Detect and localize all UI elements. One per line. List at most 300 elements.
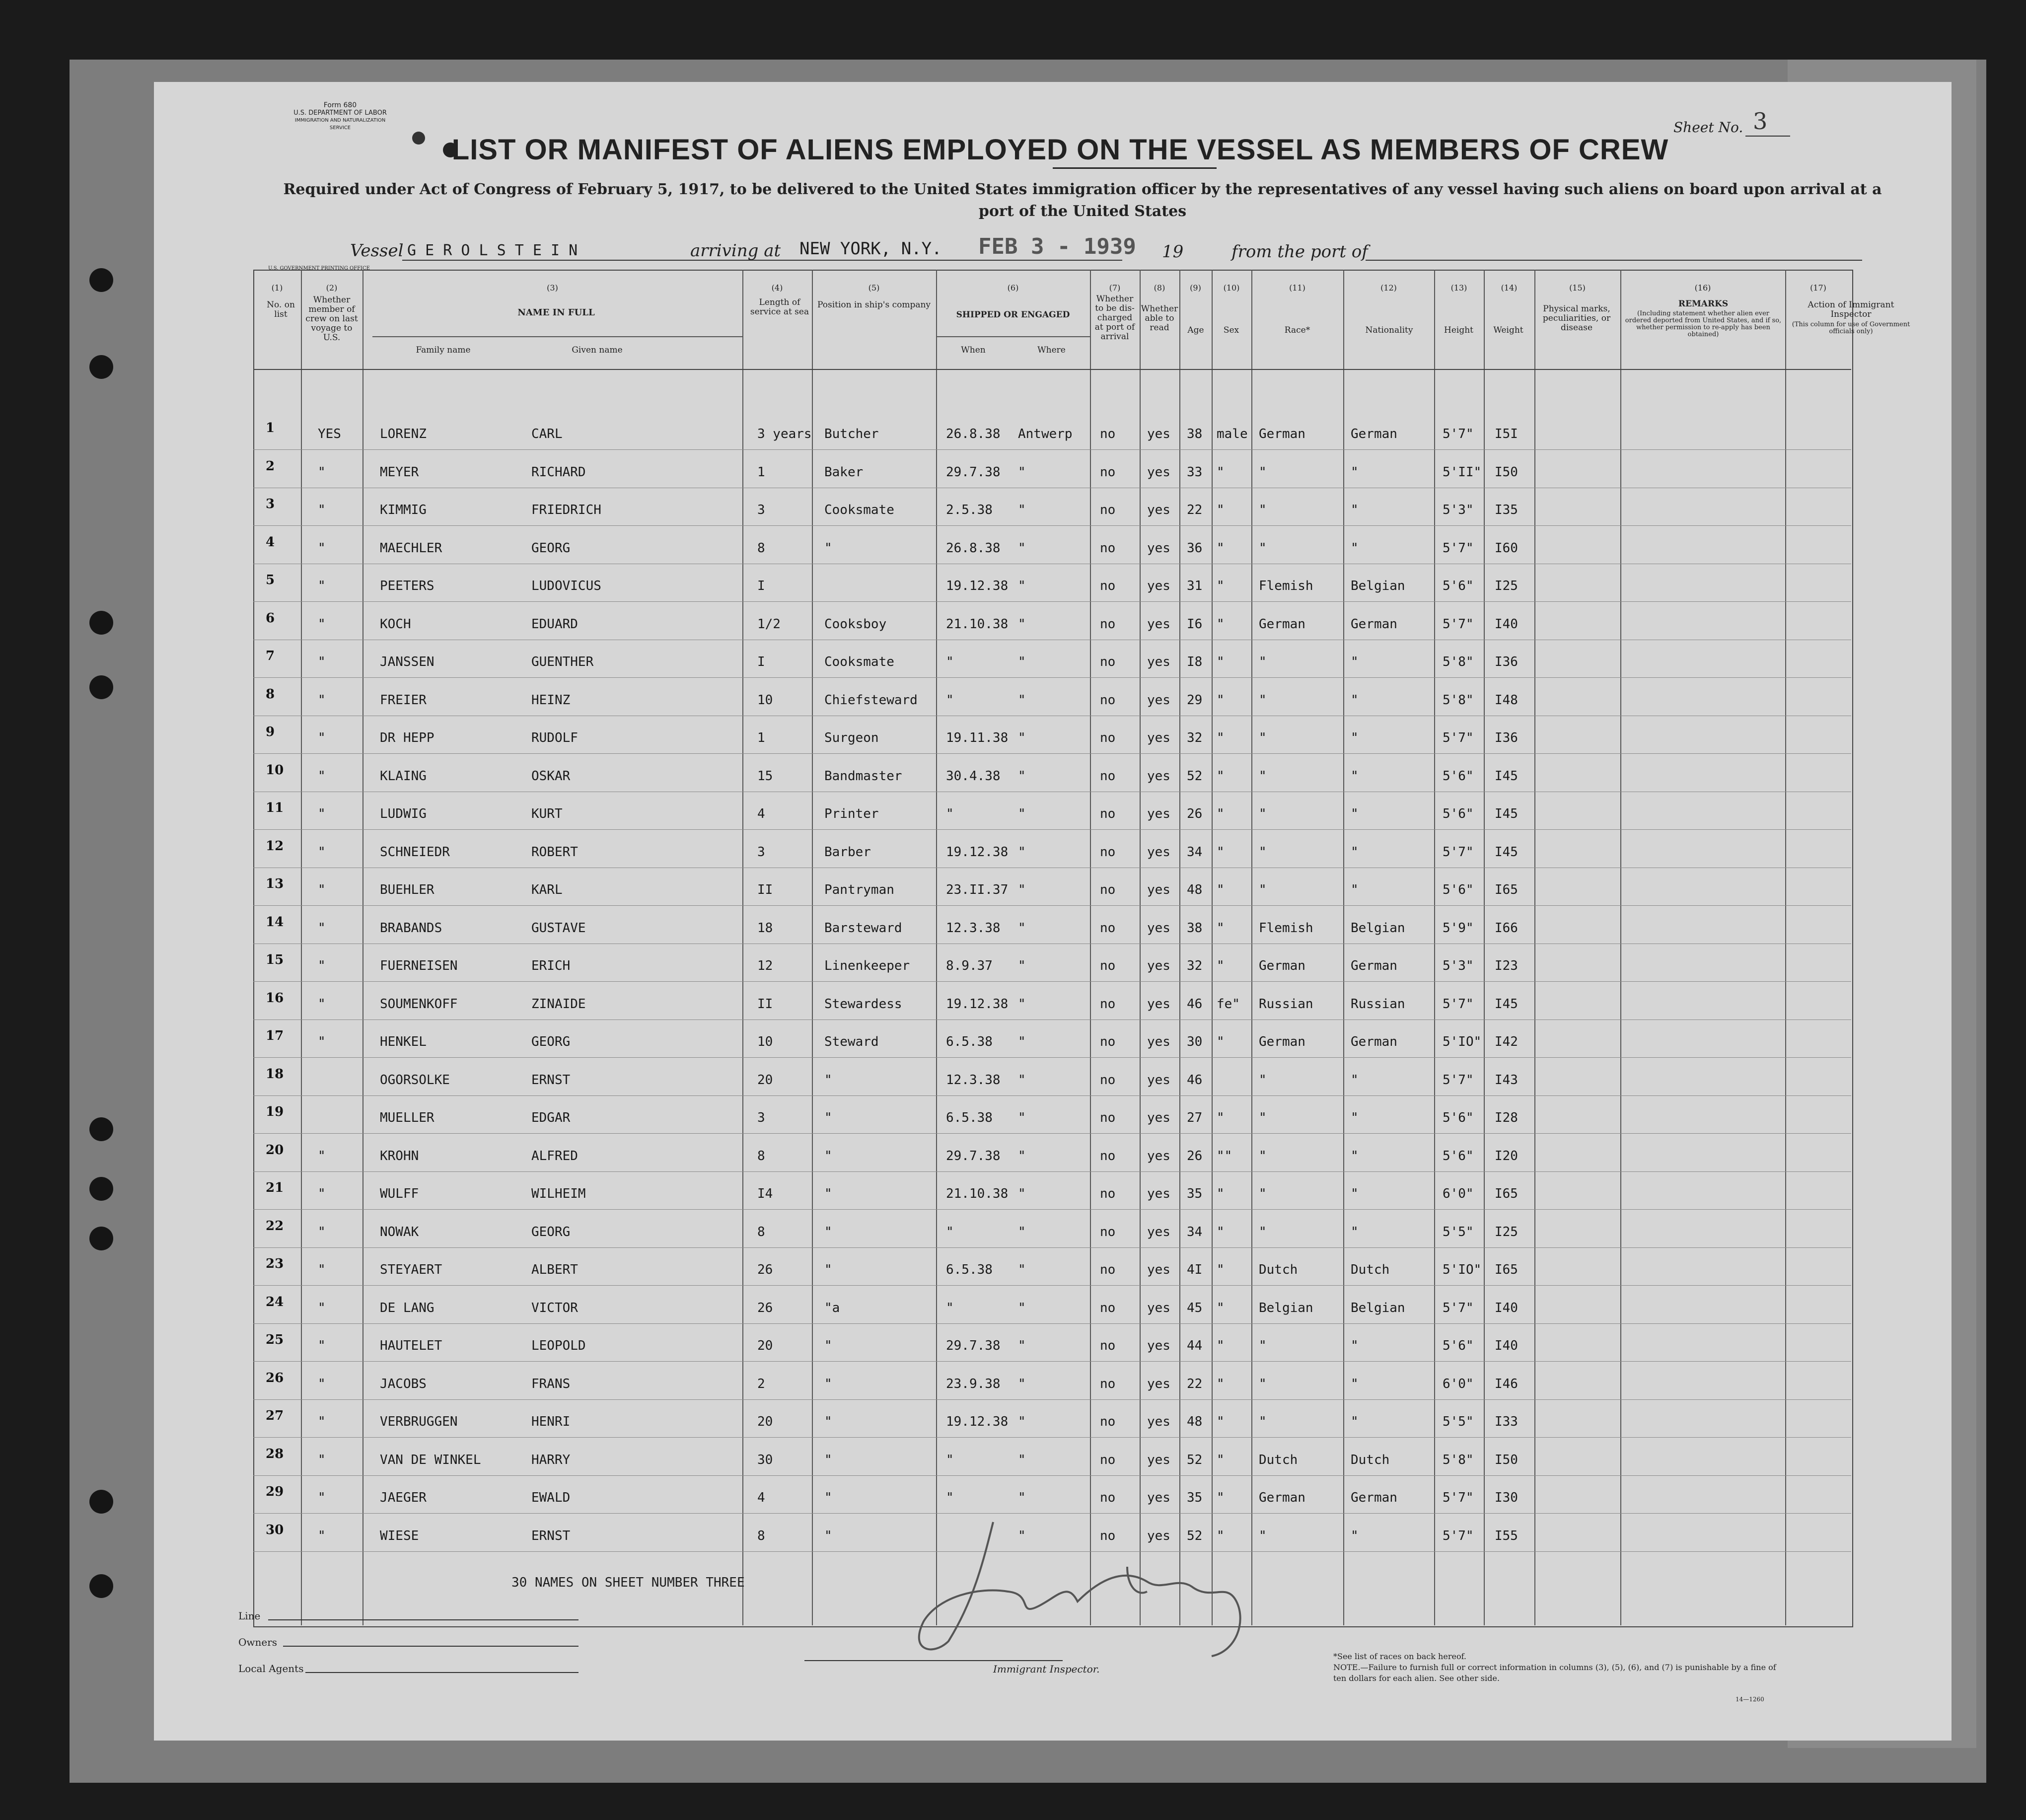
cell-nat: " (1351, 1376, 1359, 1391)
cell-family: PEETERS (380, 579, 434, 593)
from-label: from the port of (1231, 242, 1368, 262)
cell-family: FREIER (380, 692, 427, 708)
cell-age: 31 (1187, 579, 1203, 593)
cell-when: 26.8.38 (946, 540, 1001, 556)
cell-weight: I48 (1495, 692, 1518, 708)
column-number: (7) (1109, 283, 1121, 292)
cell-race: Belgian (1259, 1300, 1313, 1315)
cell-where: " (1018, 996, 1026, 1012)
row-number: 20 (266, 1142, 284, 1158)
row-number: 22 (266, 1218, 284, 1234)
column-number: (3) (547, 283, 558, 292)
column-number: (2) (326, 283, 338, 292)
service: IMMIGRATION AND NATURALIZATION SERVICE (294, 118, 386, 131)
cell-disch: no (1100, 1224, 1116, 1239)
cell-disch: no (1100, 1338, 1116, 1353)
cell-weight: I42 (1495, 1034, 1518, 1049)
row-number: 11 (266, 801, 284, 815)
row-number: 26 (266, 1370, 284, 1385)
column-number: (14) (1501, 283, 1518, 292)
cell-race: " (1259, 806, 1267, 821)
cell-length: 12 (757, 958, 773, 973)
cell-nat: " (1351, 1224, 1359, 1239)
row-rule (253, 1247, 1851, 1248)
cell-age: 4I (1187, 1262, 1203, 1277)
title-underline (1053, 167, 1217, 169)
cell-height: 5'7" (1443, 730, 1474, 745)
cell-weight: I20 (1495, 1148, 1518, 1164)
row-rule (253, 1475, 1851, 1476)
owners-label: Owners (238, 1636, 278, 1648)
cell-height: 5'3" (1443, 503, 1474, 517)
cell-position: Baker (824, 464, 864, 480)
cell-nat: " (1351, 1414, 1359, 1429)
row-number: 1 (266, 421, 275, 436)
cell-weight: I65 (1495, 1262, 1518, 1277)
cell-race: Russian (1259, 996, 1313, 1012)
cell-race: " (1259, 692, 1267, 708)
crew-table (253, 270, 1853, 1627)
cell-read: yes (1147, 730, 1170, 745)
cell-sex: "" (1217, 1148, 1232, 1164)
cell-position: Cooksmate (824, 655, 894, 669)
cell-where: " (1018, 1452, 1026, 1467)
cell-given: EWALD (531, 1490, 571, 1505)
binder-hole-icon (89, 1177, 113, 1201)
cell-age: 35 (1187, 1186, 1203, 1201)
cell-sex: " (1217, 655, 1225, 669)
cell-nat: " (1351, 730, 1359, 745)
cell-where: " (1018, 1376, 1026, 1391)
cell-sex: " (1217, 958, 1225, 973)
row-rule (253, 677, 1851, 678)
cell-position: " (824, 1376, 832, 1391)
cell-sex: " (1217, 768, 1225, 784)
cell-family: KROHN (380, 1148, 419, 1164)
cell-read: yes (1147, 616, 1170, 632)
cell-position: " (824, 1528, 832, 1543)
cell-disch: no (1100, 1414, 1116, 1429)
cell-read: yes (1147, 540, 1170, 556)
cell-given: ALBERT (531, 1262, 578, 1277)
agents-label: Local Agents (238, 1663, 304, 1674)
cell-sex: " (1217, 1110, 1225, 1125)
binder-hole-icon (89, 1117, 113, 1141)
cell-given: GUSTAVE (531, 920, 586, 936)
cell-length: 3 (757, 503, 765, 517)
cell-age: 33 (1187, 464, 1203, 480)
cell-disch: no (1100, 996, 1116, 1012)
cell-race: " (1259, 1224, 1267, 1239)
manifest-page (154, 82, 1952, 1741)
header-height: Height (1444, 325, 1473, 335)
cell-family: LUDWIG (380, 806, 427, 821)
cell-length: I (757, 579, 765, 593)
header-race: Race* (1284, 325, 1310, 335)
cell-height: 5'7" (1443, 540, 1474, 556)
cell-race: Flemish (1259, 579, 1313, 593)
cell-disch: no (1100, 1452, 1116, 1467)
row-rule (253, 1095, 1851, 1096)
cell-length: 10 (757, 1034, 773, 1049)
column-divider (362, 270, 363, 1625)
header-action: Action of Immigrant Inspector (1808, 300, 1894, 319)
cell-height: 5'IO" (1443, 1262, 1482, 1277)
cell-race: German (1259, 1490, 1305, 1505)
cell-sex: " (1217, 1376, 1225, 1391)
cell-nat: " (1351, 768, 1359, 784)
cell-given: LUDOVICUS (531, 579, 601, 593)
header-length-service: Length of service at sea (750, 297, 809, 317)
cell-member: " (318, 806, 326, 821)
cell-height: 5'6" (1443, 768, 1474, 784)
cell-weight: I60 (1495, 540, 1518, 556)
cell-where: " (1018, 655, 1026, 669)
cell-where: " (1018, 1224, 1026, 1239)
cell-family: WIESE (380, 1528, 419, 1543)
binder-hole-icon (89, 675, 113, 699)
cell-where: " (1018, 1414, 1026, 1429)
cell-age: 32 (1187, 958, 1203, 973)
cell-where: " (1018, 1490, 1026, 1505)
cell-age: I6 (1187, 616, 1203, 632)
cell-height: 5'5" (1443, 1224, 1474, 1239)
cell-member: " (318, 1148, 326, 1164)
cell-weight: I45 (1495, 768, 1518, 784)
cell-race: Flemish (1259, 920, 1313, 936)
cell-weight: I65 (1495, 1186, 1518, 1201)
cell-when: 19.12.38 (946, 844, 1009, 860)
cell-when: 19.12.38 (946, 1414, 1009, 1429)
cell-where: " (1018, 1186, 1026, 1201)
column-divider (1140, 270, 1141, 1625)
cell-given: HARRY (531, 1452, 571, 1467)
cell-weight: I66 (1495, 920, 1518, 936)
cell-height: 5'3" (1443, 958, 1474, 973)
cell-sex: " (1217, 1034, 1225, 1049)
inspector-label: Immigrant Inspector. (993, 1663, 1100, 1675)
binder-hole-icon (89, 611, 113, 635)
cell-weight: I25 (1495, 579, 1518, 593)
cell-position: " (824, 1224, 832, 1239)
column-number: (9) (1190, 283, 1201, 292)
cell-sex: " (1217, 844, 1225, 860)
cell-length: 30 (757, 1452, 773, 1467)
row-number: 16 (266, 990, 284, 1006)
cell-where: " (1018, 692, 1026, 708)
cell-length: 26 (757, 1262, 773, 1277)
row-number: 5 (266, 573, 275, 587)
cell-age: 52 (1187, 1528, 1203, 1543)
column-number: (16) (1694, 283, 1711, 292)
cell-disch: no (1100, 958, 1116, 973)
cell-read: yes (1147, 844, 1170, 860)
cell-nat: " (1351, 1110, 1359, 1125)
cell-nat: Belgian (1351, 1300, 1405, 1315)
cell-disch: no (1100, 1186, 1116, 1201)
cell-nat: " (1351, 806, 1359, 821)
cell-position: " (824, 1072, 832, 1088)
header-weight: Weight (1493, 325, 1523, 335)
cell-weight: I35 (1495, 503, 1518, 517)
cell-read: yes (1147, 1186, 1170, 1201)
cell-family: DE LANG (380, 1300, 434, 1315)
cell-member: YES (318, 427, 341, 441)
cell-given: HENRI (531, 1414, 571, 1429)
cell-given: WILHEIM (531, 1186, 586, 1201)
cell-read: yes (1147, 503, 1170, 517)
cell-race: " (1259, 1072, 1267, 1088)
cell-sex: " (1217, 1414, 1225, 1429)
row-number: 18 (266, 1066, 284, 1082)
agents-field (305, 1672, 579, 1673)
column-divider (1251, 270, 1252, 1625)
cell-member: " (318, 996, 326, 1012)
cell-age: I8 (1187, 655, 1203, 669)
cell-where: " (1018, 920, 1026, 936)
column-divider (1785, 270, 1786, 1625)
cell-disch: no (1100, 1528, 1116, 1543)
cell-race: German (1259, 616, 1305, 632)
row-number: 23 (266, 1256, 284, 1271)
cell-height: 5'7" (1443, 1300, 1474, 1315)
cell-race: " (1259, 1186, 1267, 1201)
cell-given: KARL (531, 882, 563, 897)
cell-age: 36 (1187, 540, 1203, 556)
cell-member: " (318, 1338, 326, 1353)
cell-sex: " (1217, 1338, 1225, 1353)
cell-weight: I50 (1495, 464, 1518, 480)
cell-family: JAEGER (380, 1490, 427, 1505)
cell-member: " (318, 844, 326, 860)
cell-read: yes (1147, 1072, 1170, 1088)
cell-position: " (824, 1490, 832, 1505)
cell-where: " (1018, 540, 1026, 556)
cell-family: STEYAERT (380, 1262, 442, 1277)
column-number: (17) (1810, 283, 1826, 292)
cell-when: 21.10.38 (946, 1186, 1009, 1201)
cell-height: 5'IO" (1443, 1034, 1482, 1049)
column-number: (15) (1569, 283, 1586, 292)
cell-read: yes (1147, 882, 1170, 897)
cell-family: FUERNEISEN (380, 958, 458, 973)
cell-nat: German (1351, 1490, 1397, 1505)
cell-age: 30 (1187, 1034, 1203, 1049)
cell-age: 45 (1187, 1300, 1203, 1315)
cell-weight: I5I (1495, 427, 1518, 441)
cell-height: 5'II" (1443, 464, 1482, 480)
header-nationality: Nationality (1365, 325, 1413, 335)
column-number: (10) (1223, 283, 1240, 292)
cell-when: " (946, 655, 954, 669)
cell-length: 15 (757, 768, 773, 784)
cell-length: 20 (757, 1338, 773, 1353)
column-number: (12) (1380, 283, 1397, 292)
cell-when: 19.12.38 (946, 996, 1009, 1012)
names-on-sheet: 30 NAMES ON SHEET NUMBER THREE (511, 1575, 745, 1590)
cell-length: 3 (757, 1110, 765, 1125)
cell-when: 8.9.37 (946, 958, 993, 973)
cell-given: GEORG (531, 1224, 571, 1239)
cell-race: " (1259, 540, 1267, 556)
cell-position: Steward (824, 1034, 879, 1049)
cell-race: German (1259, 1034, 1305, 1049)
cell-position: Stewardess (824, 996, 902, 1012)
cell-nat: Russian (1351, 996, 1405, 1012)
cell-where: " (1018, 806, 1026, 821)
cell-weight: I30 (1495, 1490, 1518, 1505)
cell-race: " (1259, 1110, 1267, 1125)
cell-disch: no (1100, 920, 1116, 936)
cell-nat: German (1351, 427, 1397, 441)
column-number: (11) (1289, 283, 1305, 292)
binder-hole-icon (89, 1490, 113, 1514)
cell-age: 38 (1187, 920, 1203, 936)
cell-where: " (1018, 503, 1026, 517)
header-bottom-rule (253, 369, 1851, 370)
cell-position: " (824, 1110, 832, 1125)
cell-race: " (1259, 844, 1267, 860)
vessel-name: G E R O L S T E I N (407, 242, 578, 259)
cell-age: 46 (1187, 1072, 1203, 1088)
row-rule (253, 525, 1851, 526)
footer-note (1333, 1651, 1780, 1684)
cell-member: " (318, 1528, 326, 1543)
cell-where: " (1018, 464, 1026, 480)
cell-weight: I33 (1495, 1414, 1518, 1429)
cell-height: 5'9" (1443, 920, 1474, 936)
cell-weight: I40 (1495, 616, 1518, 632)
cell-height: 5'6" (1443, 1338, 1474, 1353)
cell-sex: " (1217, 579, 1225, 593)
cell-disch: no (1100, 579, 1116, 593)
cell-family: LORENZ (380, 427, 427, 441)
cell-sex: " (1217, 1300, 1225, 1315)
port-line (795, 260, 1122, 261)
header-shipped: SHIPPED OR ENGAGED (956, 310, 1070, 320)
cell-weight: I45 (1495, 844, 1518, 860)
cell-read: yes (1147, 1528, 1170, 1543)
cell-nat: " (1351, 1338, 1359, 1353)
cell-family: BRABANDS (380, 920, 442, 936)
cell-nat: German (1351, 616, 1397, 632)
cell-member: " (318, 579, 326, 593)
cell-sex: fe" (1217, 996, 1240, 1012)
cell-where: " (1018, 882, 1026, 897)
cell-position: " (824, 540, 832, 556)
cell-age: 22 (1187, 503, 1203, 517)
cell-age: 27 (1187, 1110, 1203, 1125)
inspector-line (804, 1660, 1063, 1661)
row-number: 19 (266, 1104, 284, 1119)
header-sex: Sex (1223, 325, 1239, 335)
cell-nat: " (1351, 1072, 1359, 1088)
cell-read: yes (1147, 1376, 1170, 1391)
cell-read: yes (1147, 655, 1170, 669)
cell-race: " (1259, 1414, 1267, 1429)
cell-member: " (318, 1186, 326, 1201)
form-identifier (286, 102, 395, 132)
cell-family: MEYER (380, 464, 419, 480)
cell-disch: no (1100, 1300, 1116, 1315)
cell-age: 46 (1187, 996, 1203, 1012)
cell-family: MAECHLER (380, 540, 442, 556)
cell-weight: I40 (1495, 1338, 1518, 1353)
cell-nat: Dutch (1351, 1452, 1390, 1467)
column-divider (742, 270, 743, 1625)
cell-where: " (1018, 1148, 1026, 1164)
cell-disch: no (1100, 1376, 1116, 1391)
cell-given: FRIEDRICH (531, 503, 601, 517)
fine-note: NOTE.—Failure to furnish full or correct information in columns (3), (5), (6), and (7) is punishable by a fine of ten dollars for each alien. See other side. (1333, 1663, 1776, 1683)
cell-sex: " (1217, 540, 1225, 556)
cell-disch: no (1100, 464, 1116, 480)
header-where: Where (1037, 345, 1066, 355)
row-number: 9 (266, 725, 275, 739)
cell-position: " (824, 1452, 832, 1467)
cell-member: " (318, 1034, 326, 1049)
cell-race: " (1259, 1376, 1267, 1391)
cell-given: ZINAIDE (531, 996, 586, 1012)
cell-sex: " (1217, 1186, 1225, 1201)
cell-family: VERBRUGGEN (380, 1414, 458, 1429)
binder-hole-icon (89, 355, 113, 379)
cell-given: GUENTHER (531, 655, 594, 669)
cell-nat: Dutch (1351, 1262, 1390, 1277)
cell-given: OSKAR (531, 768, 571, 784)
row-rule (253, 1361, 1851, 1362)
cell-weight: I46 (1495, 1376, 1518, 1391)
cell-read: yes (1147, 579, 1170, 593)
cell-age: 34 (1187, 844, 1203, 860)
cell-height: 5'6" (1443, 1110, 1474, 1125)
header-action-note: (This column for use of Government officials only) (1792, 321, 1910, 335)
cell-sex: " (1217, 1262, 1225, 1277)
cell-family: VAN DE WINKEL (380, 1452, 481, 1467)
cell-member: " (318, 1262, 326, 1277)
row-rule (253, 1437, 1851, 1438)
cell-position: " (824, 1148, 832, 1164)
cell-disch: no (1100, 427, 1116, 441)
row-number: 2 (266, 458, 275, 474)
cell-nat: " (1351, 844, 1359, 860)
row-number: 3 (266, 497, 275, 511)
cell-disch: no (1100, 844, 1116, 860)
cell-position: Printer (824, 806, 879, 821)
cell-race: " (1259, 882, 1267, 897)
cell-race: " (1259, 1528, 1267, 1543)
cell-weight: I28 (1495, 1110, 1518, 1125)
column-divider (812, 270, 813, 1625)
cell-read: yes (1147, 1110, 1170, 1125)
cell-disch: no (1100, 692, 1116, 708)
cell-position: Linenkeeper (824, 958, 910, 973)
cell-length: 2 (757, 1376, 765, 1391)
cell-where: " (1018, 844, 1026, 860)
cell-read: yes (1147, 1338, 1170, 1353)
cell-weight: I23 (1495, 958, 1518, 973)
row-rule (253, 829, 1851, 830)
header-no-on-list: No. on list (267, 300, 295, 319)
row-number: 27 (266, 1408, 284, 1423)
column-divider (936, 270, 937, 1625)
cell-position: Surgeon (824, 730, 879, 745)
cell-weight: I65 (1495, 882, 1518, 897)
row-rule (253, 449, 1851, 450)
row-rule (253, 1133, 1851, 1134)
cell-member: " (318, 1452, 326, 1467)
column-divider (1343, 270, 1344, 1625)
